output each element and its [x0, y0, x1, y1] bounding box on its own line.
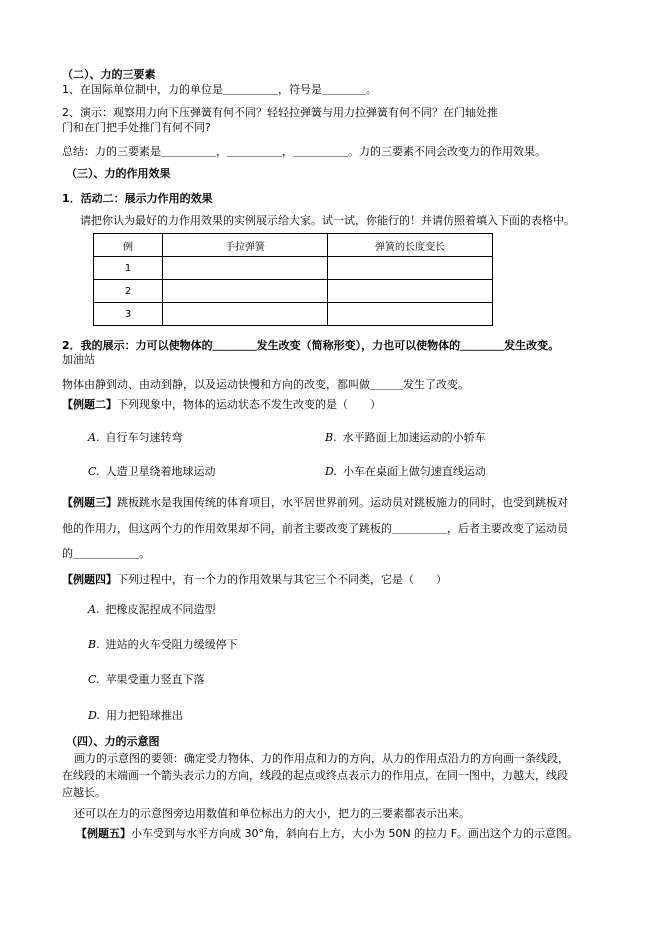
option-letter: B.: [88, 638, 100, 651]
row-number: 3: [94, 303, 163, 326]
ex2-option-c[interactable]: [88, 465, 216, 479]
option-text: 水平路面上加速运动的小轿车: [342, 431, 486, 444]
my-display-text: 2．我的展示：力可以使物体的: [62, 339, 213, 352]
blank-motion-state[interactable]: ＿＿＿＿: [460, 339, 505, 352]
summary-separator: ，: [216, 145, 227, 158]
example-4-question: [62, 573, 447, 587]
option-text: 自行车匀速转弯: [105, 431, 183, 444]
table-cell[interactable]: [163, 280, 328, 303]
blank-element-1[interactable]: ＿＿＿＿＿: [161, 145, 216, 158]
example-3-text: 他的作用力，但这两个力的作用效果却不同，前者主要改变了跳板的: [62, 522, 392, 535]
summary: [62, 145, 546, 159]
demo-line-1: 2、演示：观察用力向下压弹簧有何不同？轻轻拉弹簧与用力拉弹簧有何不同？在门轴处推: [62, 106, 498, 119]
table-row: [94, 257, 493, 280]
table-header: 例: [94, 234, 163, 257]
table-row: [94, 280, 493, 303]
option-letter: C.: [88, 673, 100, 686]
section-2-title: （二）、力的三要素: [62, 68, 156, 81]
example-5-label: 【例题五】: [76, 827, 131, 840]
example-2-text: 下列现象中，物体的运动状态不发生改变的是（ ）: [117, 398, 381, 411]
motion-text: 物体由静到动、由动到静，以及运动快慢和方向的改变，都叫做: [62, 378, 370, 391]
ex4-option-d[interactable]: [88, 709, 183, 723]
example-3-line-1: [62, 496, 568, 510]
my-display: [62, 339, 559, 353]
blank-athlete-effect[interactable]: ＿＿＿＿＿＿: [73, 547, 139, 560]
summary-end: 。力的三要素不同会改变力的作用效果。: [348, 145, 546, 158]
my-display-text-2: 发生改变（简称形变），力也可以使物体的: [256, 339, 461, 352]
motion-text-end: 发生了改变。: [403, 378, 469, 391]
diagram-rules-line-4: 还可以在力的示意图旁边用数值和单位标出力的大小，把力的三要素都表示出来。: [74, 807, 470, 820]
diagram-rules-line-1: 画力的示意图的要领：确定受力物体、力的作用点和力的方向，从力的作用点沿力的方向画一条线段，: [74, 752, 569, 765]
demo-line-2: 门和在门把手处推门有何不同?: [62, 121, 211, 134]
ex2-option-d[interactable]: [325, 465, 486, 479]
example-4-label: 【例题四】: [62, 573, 117, 586]
example-3-text: ，后者主要改变了运动员: [447, 522, 568, 535]
blank-element-2[interactable]: ＿＿＿＿＿: [227, 145, 282, 158]
option-text: 进站的火车受阻力缓缓停下: [105, 638, 238, 651]
blank-motion[interactable]: ＿＿＿: [370, 378, 403, 391]
question-1-text: 1、在国际单位制中，力的单位是: [62, 83, 223, 96]
activity-2-intro: 请把你认为最好的力作用效果的实例展示给大家。试一试，你能行的！并请仿照着填入下面的表格中。: [80, 214, 575, 227]
row-number: 1: [94, 257, 163, 280]
example-4-text: 下列过程中，有一个力的作用效果与其它三个不同类，它是（ ）: [117, 573, 447, 586]
option-letter: A.: [88, 431, 100, 444]
example-3-line-3: [62, 547, 150, 561]
option-letter: C.: [88, 465, 100, 478]
question-1: [62, 83, 377, 97]
example-3-line-2: [62, 522, 568, 536]
table-header: 手拉弹簧: [163, 234, 328, 257]
diagram-rules-line-2: 在线段的末端画一个箭头表示力的方向，线段的起点或终点表示力的作用点，在同一图中，力越大，线段: [62, 769, 568, 782]
example-2-label: 【例题二】: [62, 398, 117, 411]
blank-shape[interactable]: ＿＿＿＿: [212, 339, 257, 352]
my-display-end: 发生改变。: [504, 339, 560, 352]
summary-text: 总结：力的三要素是: [62, 145, 161, 158]
table-cell[interactable]: [328, 303, 493, 326]
blank-board-effect[interactable]: ＿＿＿＿＿: [392, 522, 447, 535]
activity-table: [93, 233, 493, 326]
section-3-title: （三）、力的作用效果: [66, 167, 171, 180]
example-5-question: [76, 827, 578, 841]
ex4-option-b[interactable]: [88, 638, 238, 652]
example-5-text: 小车受到与水平方向成 30°角，斜向右上方，大小为 50N 的拉力 F。画出这个力的示意图。: [131, 827, 579, 840]
option-letter: A.: [88, 603, 100, 616]
refuel-station: 加油站: [62, 353, 95, 366]
ex4-option-a[interactable]: [88, 603, 215, 617]
option-letter: D.: [88, 709, 100, 722]
table-header-row: [94, 234, 493, 257]
blank-element-3[interactable]: ＿＿＿＿＿: [293, 145, 348, 158]
example-3-label: 【例题三】: [62, 496, 117, 509]
table-cell[interactable]: [328, 280, 493, 303]
table-cell[interactable]: [163, 303, 328, 326]
table-header: 弹簧的长度变长: [328, 234, 493, 257]
blank-force-unit[interactable]: ＿＿＿＿＿: [223, 83, 278, 96]
example-2-question: [62, 398, 381, 412]
option-text: 把橡皮泥捏成不同造型: [105, 603, 216, 616]
table-cell[interactable]: [163, 257, 328, 280]
option-text: 苹果受重力竖直下落: [105, 673, 205, 686]
example-3-text: 的: [62, 547, 73, 560]
option-text: 人造卫星绕着地球运动: [105, 465, 216, 478]
section-4-title: （四）、力的示意图: [66, 735, 160, 748]
motion-change-text: [62, 378, 469, 392]
diagram-rules-line-3: 应越长。: [62, 786, 106, 799]
option-text: 小车在桌面上做匀速直线运动: [342, 465, 486, 478]
summary-separator: ，: [282, 145, 293, 158]
table-row: [94, 303, 493, 326]
table-cell[interactable]: [328, 257, 493, 280]
question-1-text-2: ，符号是: [278, 83, 322, 96]
blank-force-symbol[interactable]: ＿＿＿＿: [322, 83, 366, 96]
example-3-text: 。: [139, 547, 150, 560]
row-number: 2: [94, 280, 163, 303]
option-text: 用力把铅球推出: [105, 709, 183, 722]
ex2-option-a[interactable]: [88, 431, 182, 445]
ex2-option-b[interactable]: [325, 431, 486, 445]
activity-2-title: 1．活动二：展示力作用的效果: [62, 192, 213, 205]
option-letter: D.: [325, 465, 337, 478]
example-3-text: 跳板跳水是我国传统的体育项目，水平居世界前列。运动员对跳板施力的同时，也受到跳板对: [117, 496, 568, 509]
question-1-end: 。: [366, 83, 377, 96]
option-letter: B.: [325, 431, 337, 444]
ex4-option-c[interactable]: [88, 673, 205, 687]
